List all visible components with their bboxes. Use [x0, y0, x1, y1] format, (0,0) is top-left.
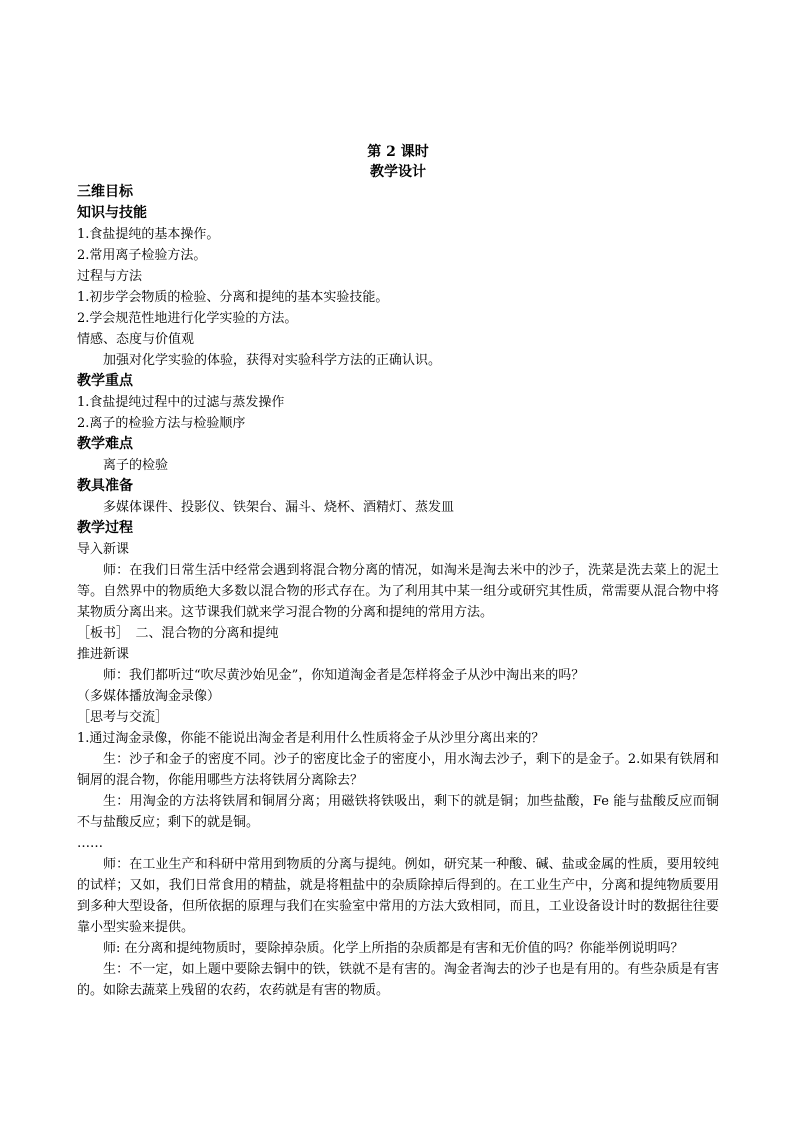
indented-paragraph: 生：沙子和金子的密度不同。沙子的密度比金子的密度小，用水淘去沙子，剩下的是金子。2.如果有铁屑和铜屑的混合物，你能用哪些方法将铁屑分离除去？ — [77, 752, 719, 788]
section-heading: 教学难点 — [77, 436, 133, 452]
section-heading: 教具准备 — [77, 478, 133, 494]
lesson-number: 第 2 课时 — [367, 144, 429, 160]
text-line: 2.学会规范性地进行化学实验的方法。 — [77, 311, 298, 326]
indented-paragraph: 师：我们都听过“吹尽黄沙始见金”，你知道淘金者是怎样将金子从沙中淘出来的吗？ — [103, 668, 585, 683]
section-heading: 知识与技能 — [77, 205, 147, 221]
text-line: 2.常用离子检验方法。 — [77, 248, 207, 263]
text-line: （多媒体播放淘金录像） — [77, 689, 221, 704]
document-body — [77, 182, 719, 1001]
indented-paragraph: 加强对化学实验的体验，获得对实验科学方法的正确认识。 — [103, 353, 442, 368]
indented-text: 离子的检验 — [103, 458, 169, 473]
document-page — [77, 142, 719, 1001]
indented-paragraph: 生：不一定，如上题中要除去铜中的铁，铁就不是有害的。淘金者淘去的沙子也是有用的。有些杂质是有害的。如除去蔬菜上残留的农药，农药就是有害的物质。 — [77, 962, 719, 998]
text-line: 2.离子的检验方法与检验顺序 — [77, 416, 246, 431]
indented-text: 多媒体课件、投影仪、铁架台、漏斗、烧杯、酒精灯、蒸发皿 — [103, 500, 455, 515]
text-line: 1.食盐提纯的基本操作。 — [77, 227, 220, 242]
section-heading: 三维目标 — [77, 184, 133, 200]
indented-paragraph: 师：在工业生产和科研中常用到物质的分离与提纯。例如，研究某一种酸、碱、盐或金属的性质，要用较纯的试样；又如，我们日常食用的精盐，就是将粗盐中的杂质除掉后得到的。在工业生产中，分离和提纯物质要用到多种大型设备，但所依据的原理与我们在实验室中常用的方法大致相同，而且，工业设备设计时的数据往往要靠小型实验来提供。 — [77, 857, 719, 935]
text-line: 过程与方法 — [77, 269, 143, 284]
indented-paragraph: 师：在我们日常生活中经常会遇到将混合物分离的情况，如淘米是淘去米中的沙子，洗菜是洗去菜上的泥土等。自然界中的物质绝大多数以混合物的形式存在。为了利用其中某一组分或研究其性质，常需要从混合物中将某物质分离出来。这节课我们就来学习混合物的分离和提纯的常用方法。 — [77, 563, 719, 620]
text-line: 1.食盐提纯过程中的过滤与蒸发操作 — [77, 395, 285, 410]
text-line: …… — [77, 836, 103, 851]
text-line: 1.初步学会物质的检验、分离和提纯的基本实验技能。 — [77, 290, 389, 305]
text-line: 推进新课 — [77, 647, 130, 662]
document-title: 教学设计 — [370, 164, 426, 180]
section-heading: 教学过程 — [77, 520, 133, 536]
text-line: 导入新课 — [77, 542, 130, 557]
text-line: ［思考与交流］ — [77, 710, 169, 725]
text-line: 1.通过淘金录像，你能不能说出淘金者是利用什么性质将金子从沙里分离出来的？ — [77, 731, 545, 746]
indented-paragraph: 师: 在分离和提纯物质时，要除掉杂质。化学上所指的杂质都是有害和无价值的吗？你能举例说明吗？ — [103, 941, 684, 956]
text-line: ［板书］ 二、混合物的分离和提纯 — [77, 626, 279, 641]
text-line: 情感、态度与价值观 — [77, 332, 195, 347]
indented-paragraph: 生：用淘金的方法将铁屑和铜屑分离；用磁铁将铁吸出，剩下的就是铜；加些盐酸，Fe 能与盐酸反应而铜不与盐酸反应；剩下的就是铜。 — [77, 794, 719, 830]
section-heading: 教学重点 — [77, 373, 133, 389]
